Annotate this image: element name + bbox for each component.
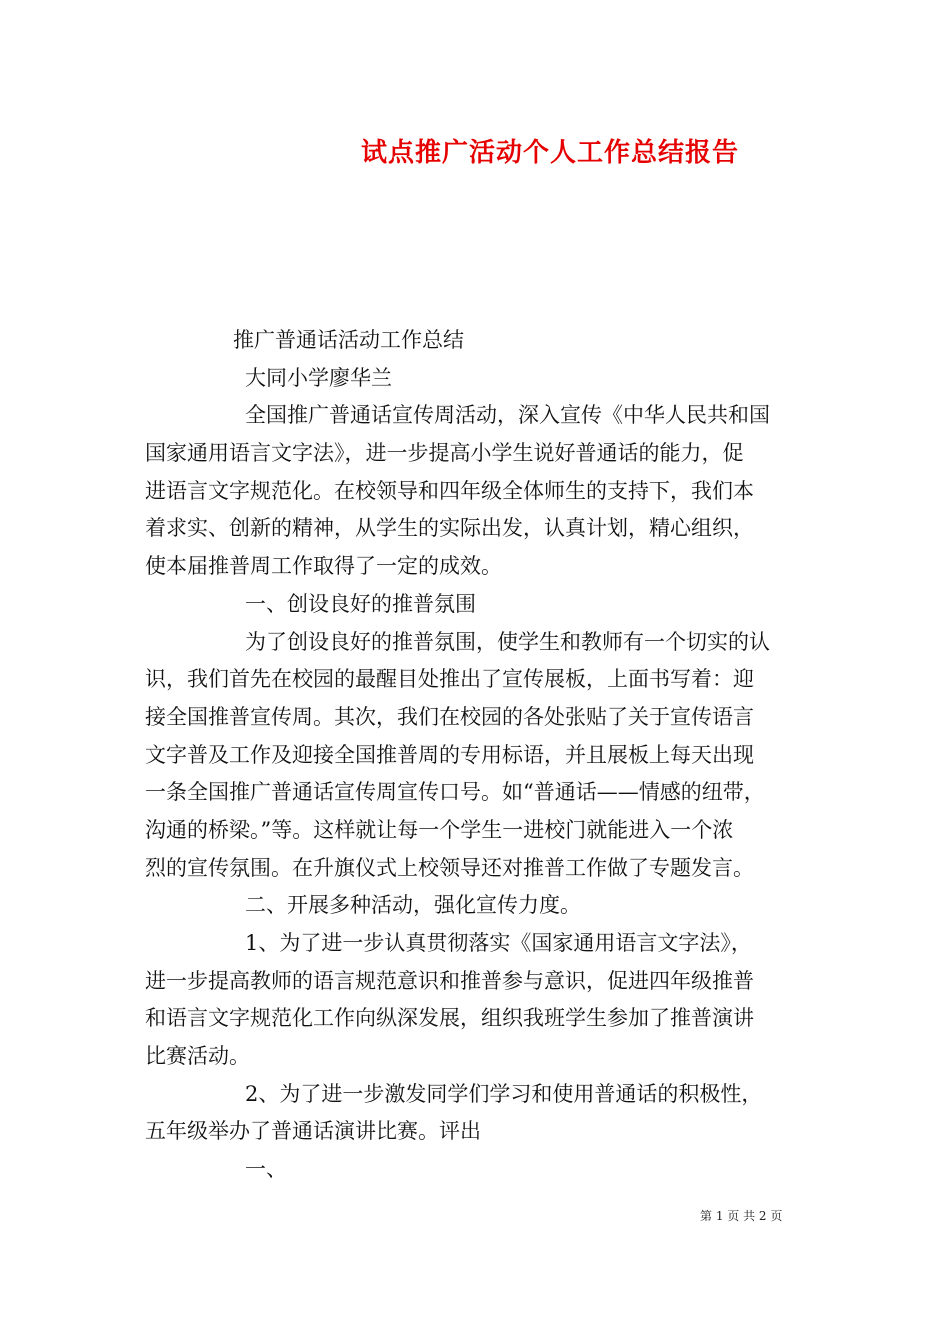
- paragraph-line: 五年级举办了普通话演讲比赛。评出: [145, 1119, 481, 1144]
- paragraph-line: 烈的宣传氛围。在升旗仪式上校领导还对推普工作做了专题发言。: [145, 855, 754, 880]
- paragraph-line: 使本届推普周工作取得了一定的成效。: [145, 554, 502, 579]
- paragraph-line: 文字普及工作及迎接全国推普周的专用标语，并且展板上每天出现: [145, 742, 754, 767]
- paragraph-line: 和语言文字规范化工作向纵深发展，组织我班学生参加了推普演讲: [145, 1006, 754, 1031]
- paragraph-line: 着求实、创新的精神，从学生的实际出发，认真计划，精心组织，: [145, 516, 754, 541]
- paragraph-line: 一条全国推广普通话宣传周宣传口号。如“普通话——情感的纽带，: [145, 780, 765, 805]
- paragraph-line: 2、为了进一步激发同学们学习和使用普通话的积极性，: [245, 1081, 763, 1106]
- subtitle-line: 推广普通话活动工作总结: [233, 328, 464, 352]
- paragraph-line: 沟通的桥梁。”等。这样就让每一个学生一进校门就能进入一个浓: [145, 817, 734, 842]
- paragraph-line: 进一步提高教师的语言规范意识和推普参与意识，促进四年级推普: [145, 968, 754, 993]
- author-line: 大同小学廖华兰: [245, 365, 392, 390]
- paragraph-line: 国家通用语言文字法》，进一步提高小学生说好普通话的能力，促: [145, 441, 744, 466]
- section-heading: 一、创设良好的推普氛围: [245, 591, 476, 616]
- section-heading: 二、开展多种活动，强化宣传力度。: [245, 893, 581, 918]
- paragraph-line: 识，我们首先在校园的最醒目处推出了宣传展板，上面书写着：迎: [145, 667, 754, 692]
- paragraph-line: 接全国推普宣传周。其次，我们在校园的各处张贴了关于宣传语言: [145, 704, 754, 729]
- document-body: [145, 322, 815, 1189]
- section-heading: 一、: [245, 1157, 287, 1182]
- paragraph-line: 1、为了进一步认真贯彻落实《国家通用语言文字法》，: [245, 931, 752, 955]
- page-footer: 第 1 页 共 2 页: [700, 1209, 783, 1223]
- paragraph-line: 比赛活动。: [145, 1044, 250, 1069]
- paragraph-line: 进语言文字规范化。在校领导和四年级全体师生的支持下，我们本: [145, 478, 754, 503]
- paragraph-line: 全国推广普通话宣传周活动，深入宣传《中华人民共和国: [245, 403, 770, 428]
- paragraph-line: 为了创设良好的推普氛围，使学生和教师有一个切实的认: [245, 629, 770, 654]
- document-title: 试点推广活动个人工作总结报告: [360, 138, 739, 168]
